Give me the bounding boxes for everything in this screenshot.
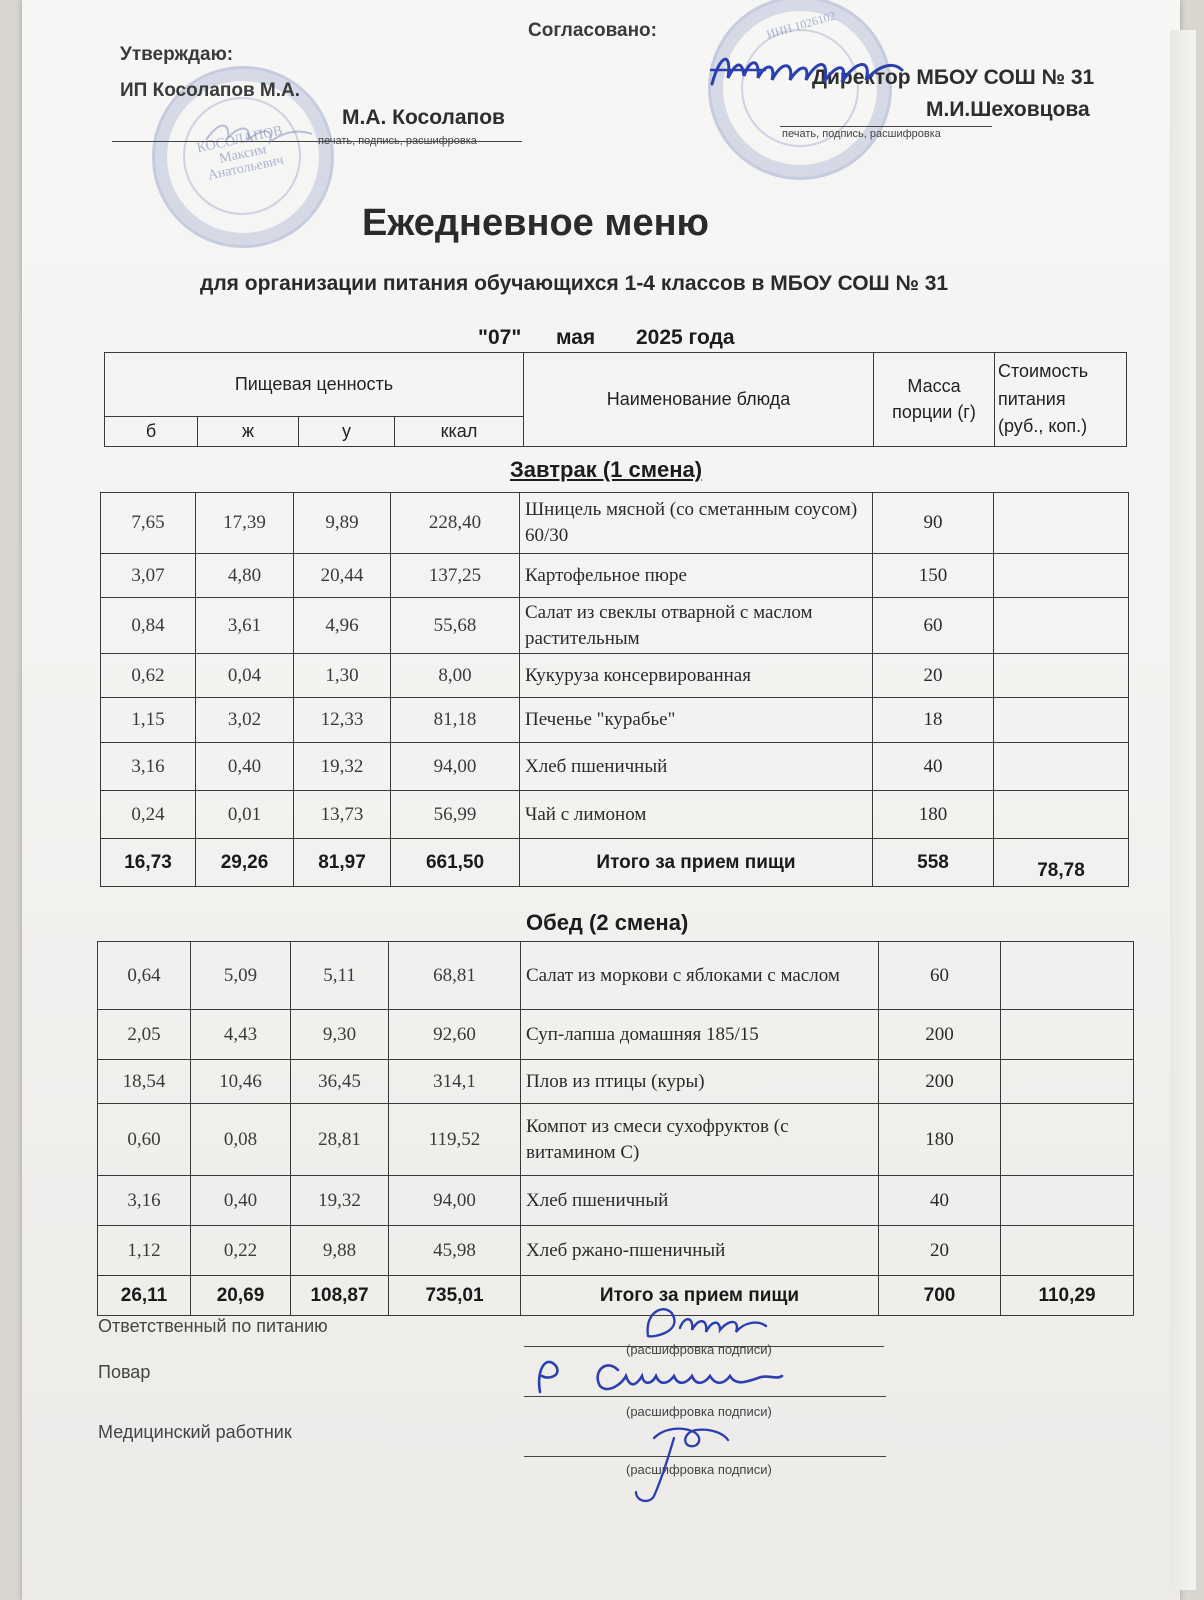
total-u: 108,87 (291, 1276, 389, 1316)
cell-cost (994, 493, 1129, 554)
cell-kcal: 68,81 (389, 942, 521, 1010)
cell-cost (1001, 1226, 1134, 1276)
approve-label: Утверждаю: (120, 44, 234, 65)
total-row (98, 1276, 1134, 1316)
lunch-title: Обед (2 смена) (526, 910, 689, 935)
cell-kcal: 314,1 (389, 1060, 521, 1104)
total-mass: 558 (873, 839, 994, 887)
cell-zh: 10,46 (191, 1060, 291, 1104)
total-b: 26,11 (98, 1276, 191, 1316)
cell-mass: 180 (873, 791, 994, 839)
total-mass: 700 (879, 1276, 1001, 1316)
cell-b: 18,54 (98, 1060, 191, 1104)
col-cost-line3: (руб., коп.) (998, 416, 1088, 437)
table-row (98, 1060, 1134, 1104)
left-seal-text: КОСОЛАПОВ Максим Анатольевич (195, 123, 286, 184)
cell-dish: Картофельное пюре (520, 554, 873, 598)
cell-cost (994, 743, 1129, 791)
col-kcal: ккал (395, 417, 524, 447)
approve-caption: печать, подпись, расшифровка (318, 135, 477, 147)
col-mass-line1: Масса (907, 376, 961, 397)
total-u: 81,97 (294, 839, 391, 887)
cell-u: 19,32 (294, 743, 391, 791)
cell-b: 0,62 (101, 654, 196, 698)
cell-mass: 90 (873, 493, 994, 554)
cell-dish: Салат из моркови с яблоками с маслом (521, 942, 879, 1010)
cell-zh: 3,02 (196, 698, 294, 743)
date-year: 2025 года (636, 326, 735, 349)
cell-u: 28,81 (291, 1104, 389, 1176)
cell-dish: Компот из смеси сухофруктов (с витамином С) (521, 1104, 879, 1176)
table-row (101, 554, 1129, 598)
director-signature (706, 40, 916, 100)
total-zh: 29,26 (196, 839, 294, 887)
cook-caption: (расшифровка подписи) (626, 1404, 772, 1419)
cell-mass: 180 (879, 1104, 1001, 1176)
cell-mass: 60 (879, 942, 1001, 1010)
col-cost-line1: Стоимость (998, 360, 1089, 381)
cell-mass: 20 (879, 1226, 1001, 1276)
total-row (101, 839, 1129, 887)
cell-kcal: 8,00 (391, 654, 520, 698)
cell-dish: Печенье "курабье" (520, 698, 873, 743)
medic-caption: (расшифровка подписи) (626, 1462, 772, 1477)
total-kcal: 735,01 (389, 1276, 521, 1316)
col-cost-line2: питания (998, 388, 1066, 409)
cell-b: 1,15 (101, 698, 196, 743)
total-cost: 78,78 (994, 839, 1129, 887)
cell-b: 3,07 (101, 554, 196, 598)
cell-b: 3,16 (98, 1176, 191, 1226)
cell-zh: 0,40 (191, 1176, 291, 1226)
cell-cost (1001, 942, 1134, 1010)
cell-kcal: 94,00 (389, 1176, 521, 1226)
cell-dish: Суп-лапша домашняя 185/15 (521, 1010, 879, 1060)
table-row (98, 1176, 1134, 1226)
cell-cost (994, 698, 1129, 743)
approve-signature (200, 112, 320, 152)
table-row (101, 791, 1129, 839)
approve-org: ИП Косолапов М.А. (120, 80, 301, 101)
cell-u: 36,45 (291, 1060, 389, 1104)
table-row (98, 1010, 1134, 1060)
col-cost (995, 353, 1127, 447)
cell-dish: Чай с лимоном (520, 791, 873, 839)
cell-zh: 0,04 (196, 654, 294, 698)
cell-b: 1,12 (98, 1226, 191, 1276)
col-mass-line2: порции (г) (892, 401, 976, 422)
table-row (98, 942, 1134, 1010)
cell-cost (1001, 1010, 1134, 1060)
cell-kcal: 92,60 (389, 1010, 521, 1060)
cell-u: 9,89 (294, 493, 391, 554)
cell-dish: Салат из свеклы отварной с маслом растительным (520, 598, 873, 654)
col-nutrition: Пищевая ценность (105, 353, 524, 417)
cell-zh: 4,80 (196, 554, 294, 598)
cell-u: 5,11 (291, 942, 389, 1010)
cell-zh: 5,09 (191, 942, 291, 1010)
cook-signature (526, 1350, 786, 1400)
cell-cost (994, 554, 1129, 598)
total-label: Итого за прием пищи (521, 1276, 879, 1316)
responsible-caption: (расшифровка подписи) (626, 1342, 772, 1357)
cell-dish: Шницель мясной (со сметанным соусом) 60/30 (520, 493, 873, 554)
column-header-table (104, 352, 1127, 447)
date-day: "07" (478, 326, 522, 349)
cell-dish: Хлеб пшеничный (520, 743, 873, 791)
cell-mass: 60 (873, 598, 994, 654)
col-b: б (105, 417, 198, 447)
cell-cost (1001, 1060, 1134, 1104)
cell-u: 4,96 (294, 598, 391, 654)
cell-u: 12,33 (294, 698, 391, 743)
cell-b: 0,24 (101, 791, 196, 839)
cell-mass: 200 (879, 1010, 1001, 1060)
agree-role: Директор МБОУ СОШ № 31 (812, 66, 1095, 89)
total-cost: 110,29 (1001, 1276, 1134, 1316)
page-title: Ежедневное меню (362, 202, 709, 244)
cell-dish: Плов из птицы (куры) (521, 1060, 879, 1104)
medic-label: Медицинский работник (98, 1422, 292, 1442)
medic-signature (624, 1418, 734, 1508)
agree-signature-line (780, 126, 992, 127)
cell-kcal: 56,99 (391, 791, 520, 839)
cell-b: 0,84 (101, 598, 196, 654)
cell-b: 0,64 (98, 942, 191, 1010)
next-page-edge (1170, 30, 1196, 1590)
responsible-label: Ответственный по питанию (98, 1316, 328, 1336)
table-row (101, 654, 1129, 698)
cell-zh: 17,39 (196, 493, 294, 554)
cell-zh: 4,43 (191, 1010, 291, 1060)
page-subtitle: для организации питания обучающихся 1-4 классов в МБОУ СОШ № 31 (200, 272, 949, 295)
cell-kcal: 55,68 (391, 598, 520, 654)
agree-name: М.И.Шеховцова (926, 98, 1090, 121)
col-zh: ж (198, 417, 299, 447)
lunch-table (97, 941, 1134, 1316)
cell-u: 1,30 (294, 654, 391, 698)
cook-label: Повар (98, 1362, 151, 1382)
date-month: мая (556, 326, 596, 349)
cell-zh: 0,40 (196, 743, 294, 791)
cell-dish: Кукуруза консервированная (520, 654, 873, 698)
cell-kcal: 94,00 (391, 743, 520, 791)
cell-cost (994, 598, 1129, 654)
cell-mass: 200 (879, 1060, 1001, 1104)
cell-u: 20,44 (294, 554, 391, 598)
right-seal-text: ИНН 1026102 (764, 8, 837, 42)
cell-zh: 0,08 (191, 1104, 291, 1176)
cell-zh: 0,01 (196, 791, 294, 839)
cell-zh: 3,61 (196, 598, 294, 654)
cell-kcal: 81,18 (391, 698, 520, 743)
total-kcal: 661,50 (391, 839, 520, 887)
cell-dish: Хлеб ржано-пшеничный (521, 1226, 879, 1276)
table-row (101, 743, 1129, 791)
cell-b: 3,16 (101, 743, 196, 791)
cell-u: 19,32 (291, 1176, 389, 1226)
cell-cost (1001, 1176, 1134, 1226)
col-dish: Наименование блюда (524, 353, 874, 447)
agree-label: Согласовано: (528, 20, 657, 41)
cell-kcal: 45,98 (389, 1226, 521, 1276)
responsible-signature (640, 1298, 780, 1348)
cell-b: 7,65 (101, 493, 196, 554)
approve-name: М.А. Косолапов (342, 106, 505, 129)
cell-cost (1001, 1104, 1134, 1176)
agree-caption: печать, подпись, расшифровка (782, 128, 941, 140)
cell-u: 13,73 (294, 791, 391, 839)
total-b: 16,73 (101, 839, 196, 887)
cell-mass: 40 (879, 1176, 1001, 1226)
cell-mass: 150 (873, 554, 994, 598)
cell-cost (994, 654, 1129, 698)
cell-zh: 0,22 (191, 1226, 291, 1276)
cell-mass: 18 (873, 698, 994, 743)
cell-dish: Хлеб пшеничный (521, 1176, 879, 1226)
cell-b: 2,05 (98, 1010, 191, 1060)
cell-u: 9,30 (291, 1010, 389, 1060)
table-row (101, 698, 1129, 743)
table-row (98, 1104, 1134, 1176)
total-zh: 20,69 (191, 1276, 291, 1316)
col-u: у (299, 417, 395, 447)
cell-mass: 20 (873, 654, 994, 698)
cell-u: 9,88 (291, 1226, 389, 1276)
table-row (101, 493, 1129, 554)
total-label: Итого за прием пищи (520, 839, 873, 887)
col-mass (874, 353, 995, 447)
cell-cost (994, 791, 1129, 839)
cell-mass: 40 (873, 743, 994, 791)
cell-kcal: 119,52 (389, 1104, 521, 1176)
breakfast-title: Завтрак (1 смена) (510, 457, 703, 482)
table-row (101, 598, 1129, 654)
table-row (98, 1226, 1134, 1276)
cell-b: 0,60 (98, 1104, 191, 1176)
breakfast-table (100, 492, 1129, 887)
cell-kcal: 137,25 (391, 554, 520, 598)
cell-kcal: 228,40 (391, 493, 520, 554)
